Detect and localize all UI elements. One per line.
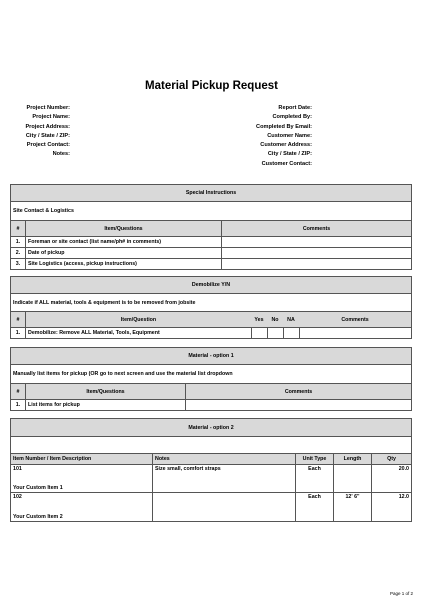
report-date-label: Report Date: [278,105,312,111]
qty-cell[interactable]: 12.0 [371,493,411,521]
notes-cell[interactable]: Size small, comfort straps [152,465,295,492]
comments-input[interactable] [221,237,411,247]
item-cell [11,465,152,492]
option-2-heading: Material - option 2 [11,419,411,436]
completed-by-email-label: Completed By Email: [256,123,312,130]
site-contact-logistics-heading: Site Contact & Logistics [11,201,411,220]
table-row [11,464,411,492]
special-instructions-heading: Special Instructions [11,185,411,201]
option-1-table-header: # Item/Questions Comments [11,383,411,399]
length-cell[interactable] [333,465,371,492]
qty-cell[interactable]: 20.0 [371,465,411,492]
project-city-state-zip-label: City / State / ZIP: [25,132,70,139]
item-description: Your Custom Item 1 [13,485,63,491]
table-row: 1. Demobilize: Remove ALL Material, Tools, Equipment [11,327,411,338]
item-number: 101 [13,466,22,472]
yes-checkbox[interactable] [251,328,267,338]
table-row: 1. List items for pickup [11,399,411,410]
option-1-heading: Material - option 1 [11,348,411,364]
project-address-label: Project Address: [25,123,70,130]
header-right-fields [230,104,312,169]
item-cell [11,493,152,521]
item-number: 102 [13,494,22,500]
demobilize-section [10,276,412,339]
project-number-label: Project Number: [26,105,70,111]
customer-city-state-zip-label: City / State / ZIP: [267,151,312,158]
comments-input[interactable] [185,400,411,410]
customer-name-label: Customer Name: [267,132,312,139]
demobilize-table-header: # Item/Question Yes No NA Comments [11,311,411,327]
unit-type-cell[interactable]: Each [295,493,333,521]
option-2-table-header: Item Number / Item Description Notes Unit Type Length Qty [11,453,411,464]
demobilize-heading: Demobilize Y/N [11,277,411,293]
length-cell[interactable]: 12' 6" [333,493,371,521]
table-row: 2. Date of pickup [11,247,411,258]
option-1-instruction: Manually list items for pickup (OR go to next screen and use the material list dropdown [11,364,411,383]
table-row: 3. Site Logistics (access, pickup instructions) [11,258,411,269]
table-row [11,492,411,521]
material-option-2-section [10,418,412,522]
unit-type-cell[interactable]: Each [295,465,333,492]
header-left-fields [10,104,70,160]
item-description: Your Custom Item 2 [13,514,63,520]
option-2-spacer [11,436,411,453]
no-checkbox[interactable] [267,328,283,338]
table-row: 1. Foreman or site contact (list name/ph# in comments) [11,236,411,247]
special-table-header: # Item/Questions Comments [11,220,411,236]
completed-by-label: Completed By: [272,114,312,121]
customer-contact-label: Customer Contact: [261,160,312,167]
project-name-label: Project Name: [32,114,70,121]
comments-input[interactable] [299,328,411,338]
comments-input[interactable] [221,248,411,258]
material-option-1-section [10,347,412,411]
comments-input[interactable] [221,259,411,269]
notes-cell[interactable] [152,493,295,521]
page-number: Page 1 of 2 [389,591,413,596]
page-title: Material Pickup Request [145,80,278,92]
project-contact-label: Project Contact: [26,142,70,149]
customer-address-label: Customer Address: [260,142,312,149]
notes-label: Notes: [52,151,70,158]
demobilize-instruction: Indicate if ALL material, tools & equipment is to be removed from jobsite [11,293,411,311]
special-instructions-section [10,184,412,270]
na-checkbox[interactable] [283,328,299,338]
